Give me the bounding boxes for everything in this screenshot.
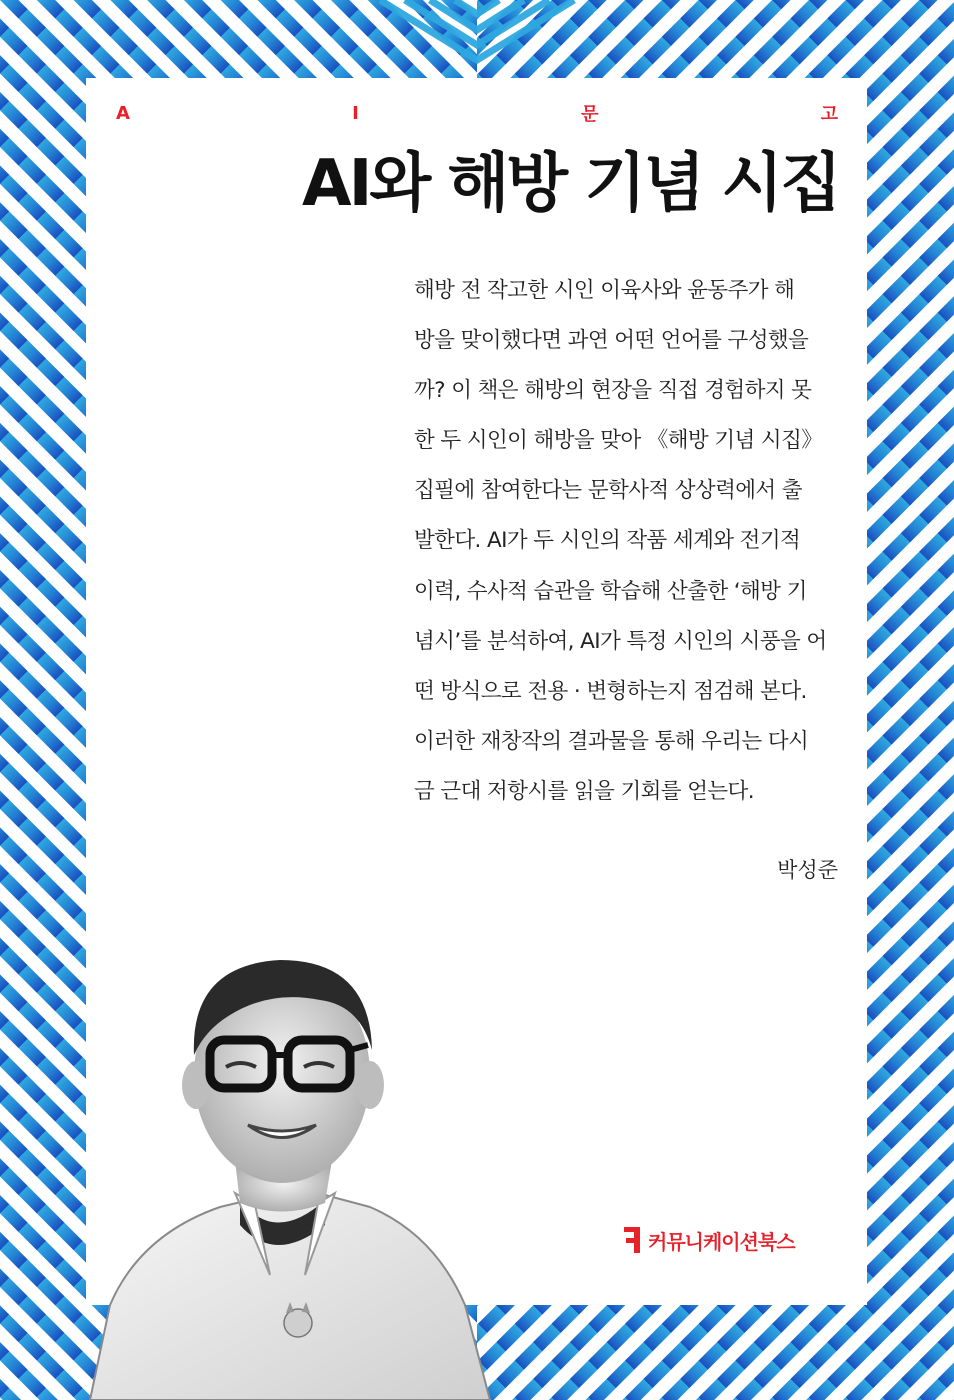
description-line: 해방 전 작고한 시인 이육사와 윤동주가 해 xyxy=(414,278,795,303)
description-line: 금 근대 저항시를 읽을 기회를 얻는다. xyxy=(414,778,754,804)
description-line: 한 두 시인이 해방을 맞아 《해방 기념 시집》 xyxy=(414,428,823,454)
description-line: 발한다. AI가 두 시인의 작품 세계와 전기적 xyxy=(414,528,801,554)
description-line: 까? 이 책은 해방의 현장을 직접 경험하지 못 xyxy=(414,378,812,404)
author-portrait xyxy=(70,945,510,1400)
book-title: AI와 해방 기념 시집 xyxy=(302,147,839,221)
series-label xyxy=(116,98,838,128)
series-letter: A xyxy=(116,102,130,124)
description-line: 이러한 재창작의 결과물을 통해 우리는 다시 xyxy=(414,728,809,754)
series-letter: I xyxy=(352,102,359,124)
description-line: 떤 방식으로 전용 · 변형하는지 점검해 본다. xyxy=(414,678,807,704)
description-line: 방을 맞이했다면 과연 어떤 언어를 구성했을 xyxy=(414,328,809,354)
series-letter: 고 xyxy=(820,104,838,125)
book-description xyxy=(414,266,838,806)
description-line: 집필에 참여한다는 문학사적 상상력에서 출 xyxy=(414,478,802,504)
series-letter: 문 xyxy=(581,104,599,125)
publisher-name: 커뮤니케이션북스 xyxy=(648,1229,795,1254)
publisher-brand xyxy=(624,1225,795,1255)
publisher-logo-icon xyxy=(624,1225,642,1255)
description-line: 념시’를 분석하여, AI가 특정 시인의 시풍을 어 xyxy=(414,628,827,654)
description-line: 이력, 수사적 습관을 학습해 산출한 ‘해방 기 xyxy=(414,578,807,604)
author-name: 박성준 xyxy=(777,858,838,882)
